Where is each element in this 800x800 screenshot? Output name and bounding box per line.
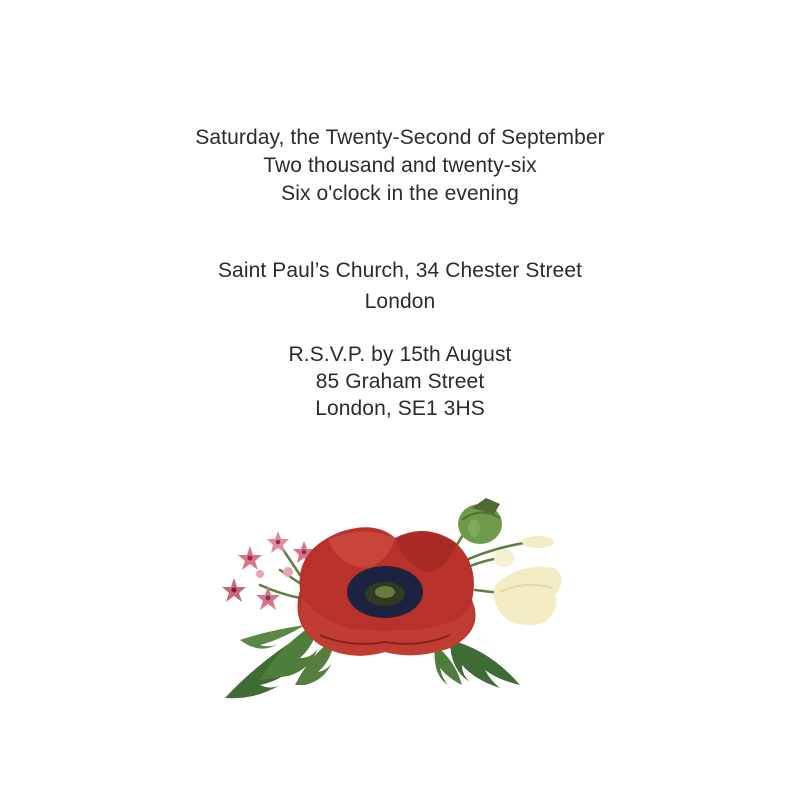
date-time-section xyxy=(0,124,800,208)
rsvp-deadline-line: R.S.V.P. by 15th August xyxy=(288,343,512,366)
time-line: Six o'clock in the evening xyxy=(281,182,519,205)
cream-bud-cluster xyxy=(494,536,562,625)
rsvp-street-line: 85 Graham Street xyxy=(315,370,485,393)
poppy-flower xyxy=(298,527,476,656)
rsvp-section xyxy=(0,341,800,422)
venue-section xyxy=(0,255,800,317)
venue-address-line: Saint Paul’s Church, 34 Chester Street xyxy=(217,259,583,282)
date-line: Saturday, the Twenty-Second of September xyxy=(195,126,605,149)
poppy-pod xyxy=(458,498,502,544)
pink-flower xyxy=(238,546,262,570)
pink-flower xyxy=(267,531,289,553)
pink-bud xyxy=(283,567,293,577)
year-line: Two thousand and twenty-six xyxy=(263,154,537,177)
pink-bud xyxy=(256,570,264,578)
rsvp-city-postcode-line: London, SE1 3HS xyxy=(315,397,485,420)
pink-flower xyxy=(222,578,246,602)
venue-city-line: London xyxy=(364,290,436,313)
poppy-floral-illustration xyxy=(200,480,580,720)
pink-flower xyxy=(256,586,280,610)
